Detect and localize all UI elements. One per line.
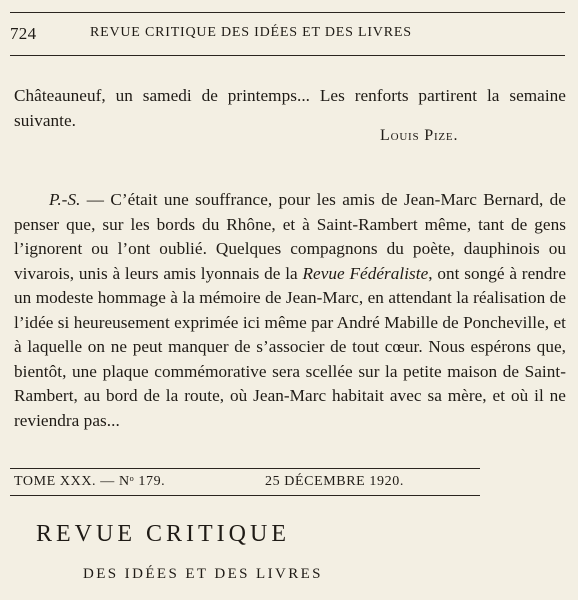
author-signature: Louis Pize.: [380, 127, 459, 144]
header-rule: [10, 55, 565, 56]
postscript-label: P.-S.: [49, 190, 81, 210]
article-intro: [14, 84, 566, 133]
masthead-title: REVUE CRITIQUE: [36, 521, 290, 547]
journal-title: REVUE CRITIQUE DES IDÉES ET DES LIVRES: [90, 25, 412, 40]
running-head: [10, 24, 565, 48]
top-rule: [10, 12, 565, 13]
postscript-text-after-review: , ont songé à rendre un modeste hommage à la mémoire de Jean-Marc, en attendant la réalisation de l’idée si heureusement exprimée ici même par André Mabille de Poncheville, et à laquelle on ne peut manquer de s’associer de tout cœur. Nous espérons que, bientôt, une plaque commémorative sera scellée sur la petite maison de Saint-Rambert, au bord de la route, où Jean-Marc habitait avec sa mère, et où il ne reviendra pas...: [14, 263, 566, 430]
issue-date: 25 DÉCEMBRE 1920.: [265, 474, 404, 489]
issue-top-rule: [10, 468, 480, 469]
review-title: Revue Fédéraliste: [302, 263, 429, 283]
masthead-subtitle: DES IDÉES ET DES LIVRES: [83, 566, 323, 582]
issue-bottom-rule: [10, 495, 480, 496]
intro-paragraph: Châteauneuf, un samedi de printemps... Les renforts partirent la semaine suivante.: [14, 86, 566, 130]
tome-number: TOME XXX. — Nᵒ 179.: [14, 474, 166, 489]
postscript-paragraph: [14, 188, 566, 433]
postscript-text-before-review: — C’était une souffrance, pour les amis de Jean-Marc Bernard, de penser que, sur les bords du Rhône, et à Saint-Rambert même, tant de gens l’ignorent ou l’ont oublié. Quelques compagnons du poète, dauphinois ou vivarois, unis à leurs amis lyonnais de la: [14, 190, 566, 283]
page-number: 724: [10, 24, 37, 43]
